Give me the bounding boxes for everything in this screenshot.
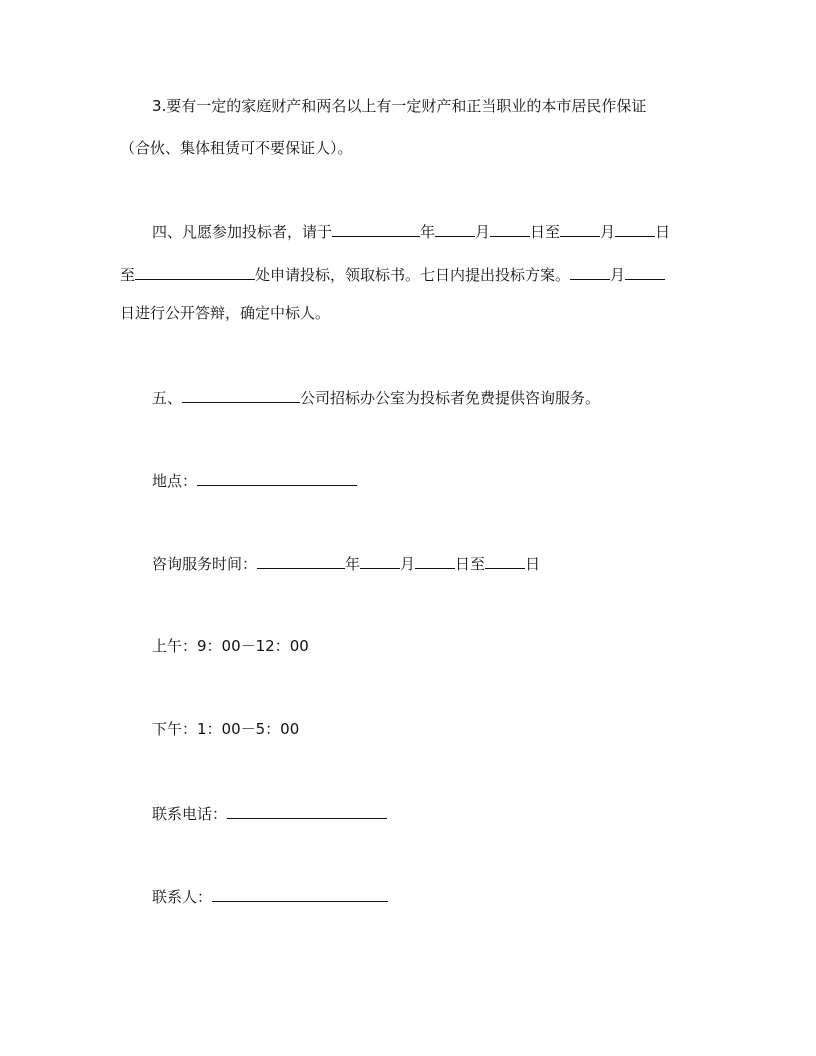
day-to-label: 日至	[530, 223, 561, 241]
morning-line	[152, 636, 309, 656]
section4-line3	[120, 303, 330, 323]
defense-month-blank[interactable]	[570, 263, 610, 280]
afternoon-line	[152, 719, 299, 739]
section3-line2	[120, 138, 353, 158]
apply-text: 处申请投标，领取标书。七日内提出投标方案。	[255, 266, 571, 284]
year-label: 年	[420, 223, 436, 241]
bid-year-blank[interactable]	[332, 220, 420, 237]
company-name-blank[interactable]	[182, 386, 300, 403]
bid-end-day-blank[interactable]	[615, 220, 655, 237]
afternoon-hours: 下午：1：00－5：00	[152, 720, 300, 738]
morning-hours: 上午：9：00－12：00	[152, 637, 309, 655]
month-label: 月	[475, 223, 491, 241]
bid-month-blank[interactable]	[435, 220, 475, 237]
month-label-2: 月	[600, 223, 616, 241]
service-end-day-blank[interactable]	[485, 552, 525, 569]
section4-line1	[152, 220, 670, 242]
contact-label: 联系人：	[152, 888, 213, 906]
section4-lead: 四、凡愿参加投标者，请于	[152, 223, 333, 241]
section4-line2	[120, 263, 665, 285]
bid-end-month-blank[interactable]	[560, 220, 600, 237]
phone-line	[152, 802, 387, 824]
application-place-blank[interactable]	[135, 263, 255, 280]
bid-day-blank[interactable]	[490, 220, 530, 237]
section4-text-3: 日进行公开答辩，确定中标人。	[120, 304, 331, 322]
service-time-label: 咨询服务时间：	[152, 555, 258, 573]
section3-text-1: 3.要有一定的家庭财产和两名以上有一定财产和正当职业的本市居民作保证	[152, 97, 647, 115]
contact-line	[152, 885, 388, 907]
phone-blank[interactable]	[227, 802, 387, 819]
defense-day-blank[interactable]	[625, 263, 665, 280]
month-label-3: 月	[610, 266, 626, 284]
contact-blank[interactable]	[212, 885, 388, 902]
service-year-blank[interactable]	[257, 552, 345, 569]
location-blank[interactable]	[197, 469, 357, 486]
service-day-label: 日	[525, 555, 541, 573]
to-label: 至	[120, 266, 136, 284]
phone-label: 联系电话：	[152, 805, 228, 823]
location-label: 地点：	[152, 472, 198, 490]
day-label: 日	[655, 223, 671, 241]
service-day-blank[interactable]	[415, 552, 455, 569]
section3-line1	[152, 96, 646, 116]
service-time-line	[152, 552, 540, 574]
service-year-label: 年	[345, 555, 361, 573]
location-line	[152, 469, 357, 491]
service-day-to-label: 日至	[455, 555, 486, 573]
section5-line	[152, 386, 600, 408]
service-month-blank[interactable]	[360, 552, 400, 569]
section5-lead: 五、	[152, 389, 183, 407]
section3-text-2: （合伙、集体租赁可不要保证人）。	[120, 139, 353, 157]
section5-text: 公司招标办公室为投标者免费提供咨询服务。	[300, 389, 601, 407]
service-month-label: 月	[400, 555, 416, 573]
